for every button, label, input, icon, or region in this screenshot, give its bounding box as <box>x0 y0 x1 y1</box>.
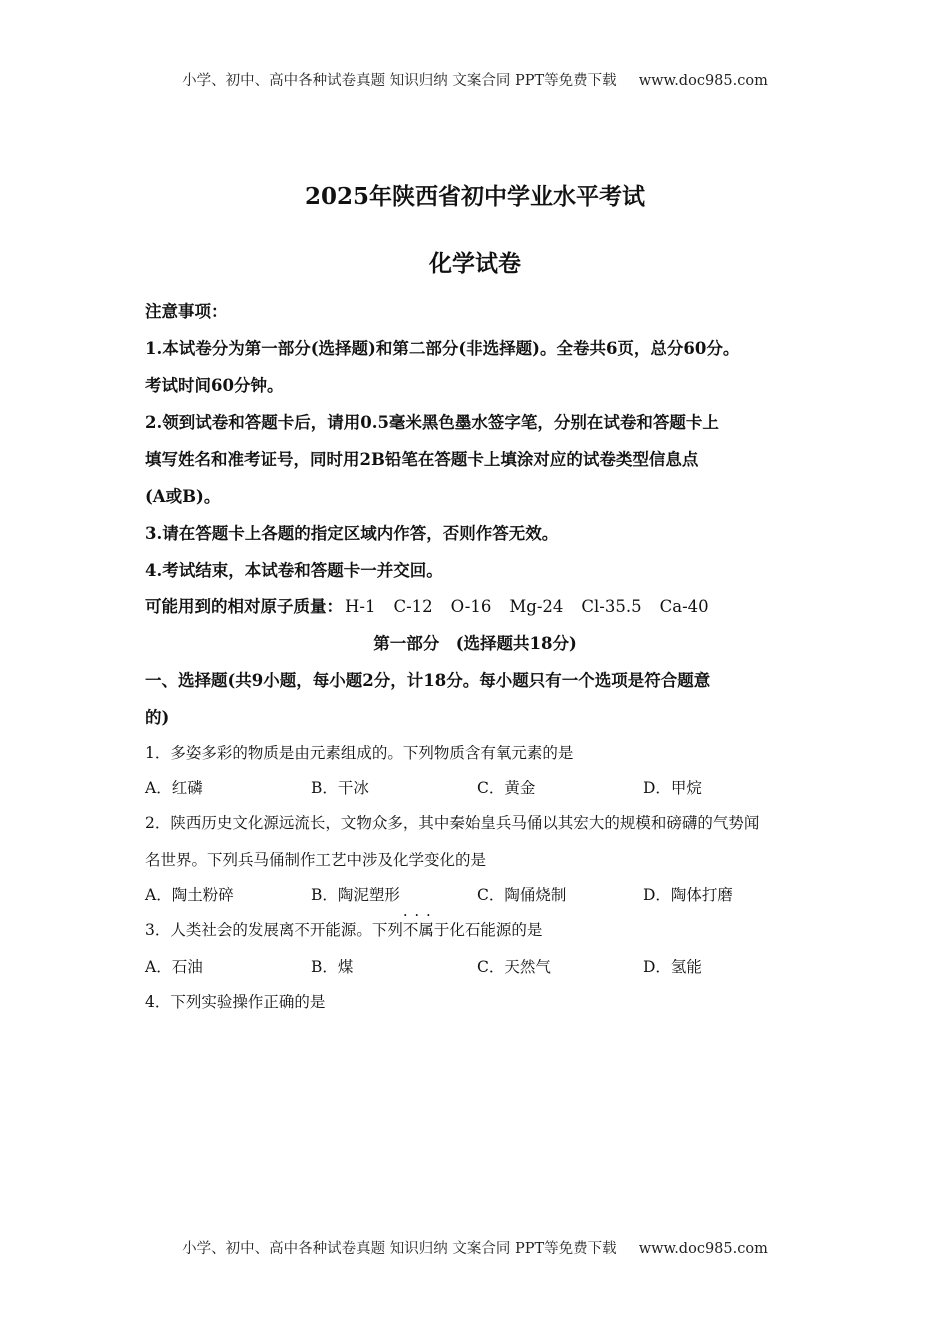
part1-title: 第一部分 (选择题共18分) <box>373 634 577 653</box>
exam-subject: 化学试卷 <box>429 250 521 277</box>
question-2-line-a: 2．陕西历史文化源远流长，文物众多，其中秦始皇兵马俑以其宏大的规模和磅礴的气势闻 <box>145 814 760 832</box>
notice-item-2c: (A或B)。 <box>145 487 221 506</box>
header-site-link[interactable]: www.doc985.com <box>638 73 768 89</box>
notice-item-3: 3.请在答题卡上各题的指定区域内作答，否则作答无效。 <box>145 524 559 543</box>
mass-ca: Ca-40 <box>659 597 709 616</box>
notice-item-1b: 考试时间60分钟。 <box>145 376 284 395</box>
notice-item-4: 4.考试结束，本试卷和答题卡一并交回。 <box>145 561 443 580</box>
q2-option-c: C．陶俑烧制 <box>477 886 567 904</box>
q3-option-a: A．石油 <box>145 958 203 976</box>
q2-option-d: D．陶体打磨 <box>643 886 733 904</box>
q3-option-c: C．天然气 <box>477 958 551 976</box>
mass-c: C-12 <box>393 597 433 616</box>
question-1: 1．多姿多彩的物质是由元素组成的。下列物质含有氧元素的是 <box>145 744 574 762</box>
q1-option-c: C．黄金 <box>477 779 536 797</box>
q3-emphasis: 不属于 · · · <box>403 921 450 939</box>
notice-item-1a: 1.本试卷分为第一部分(选择题)和第二部分(非选择题)。全卷共6页，总分60分。 <box>145 339 740 358</box>
question-3 <box>145 918 542 940</box>
q2-option-a: A．陶土粉碎 <box>145 886 234 904</box>
mass-mg: Mg-24 <box>509 597 564 616</box>
page-footer <box>0 1237 950 1258</box>
footer-text: 小学、初中、高中各种试卷真题 知识归纳 文案合同 PPT等免费下载 <box>182 1241 617 1257</box>
q2-option-b: B．陶泥塑形 <box>311 886 400 904</box>
question-1-options <box>145 776 825 798</box>
notice-item-2b: 填写姓名和准考证号，同时用2B铅笔在答题卡上填涂对应的试卷类型信息点 <box>145 450 699 469</box>
mass-h: H-1 <box>345 597 376 616</box>
exam-title: 2025年陕西省初中学业水平考试 <box>304 183 645 210</box>
notice-heading: 注意事项： <box>145 302 228 321</box>
mass-cl: Cl-35.5 <box>581 597 642 616</box>
q3-text-pre: 3．人类社会的发展离不开能源。下列 <box>145 921 403 939</box>
q3-option-d: D．氢能 <box>643 958 702 976</box>
atomic-masses <box>145 593 727 617</box>
section-heading-b: 的) <box>145 708 170 727</box>
section-heading-a: 一、选择题(共9小题，每小题2分，计18分。每小题只有一个选项是符合题意 <box>145 671 711 690</box>
mass-o: O-16 <box>450 597 492 616</box>
q1-option-b: B．干冰 <box>311 779 369 797</box>
question-2-options <box>145 883 825 905</box>
atomic-masses-label: 可能用到的相对原子质量： <box>145 597 343 616</box>
page-header <box>0 69 950 90</box>
q1-option-d: D．甲烷 <box>643 779 702 797</box>
question-2-line-b: 名世界。下列兵马俑制作工艺中涉及化学变化的是 <box>145 851 487 869</box>
q1-option-a: A．红磷 <box>145 779 203 797</box>
header-text: 小学、初中、高中各种试卷真题 知识归纳 文案合同 PPT等免费下载 <box>182 73 617 89</box>
question-3-options <box>145 955 825 977</box>
question-4: 4．下列实验操作正确的是 <box>145 993 326 1011</box>
notice-item-2a: 2.领到试卷和答题卡后，请用0.5毫米黑色墨水签字笔，分别在试卷和答题卡上 <box>145 413 719 432</box>
q3-option-b: B．煤 <box>311 958 354 976</box>
q3-text-post: 化石能源的是 <box>449 921 543 939</box>
footer-site-link[interactable]: www.doc985.com <box>638 1241 768 1257</box>
